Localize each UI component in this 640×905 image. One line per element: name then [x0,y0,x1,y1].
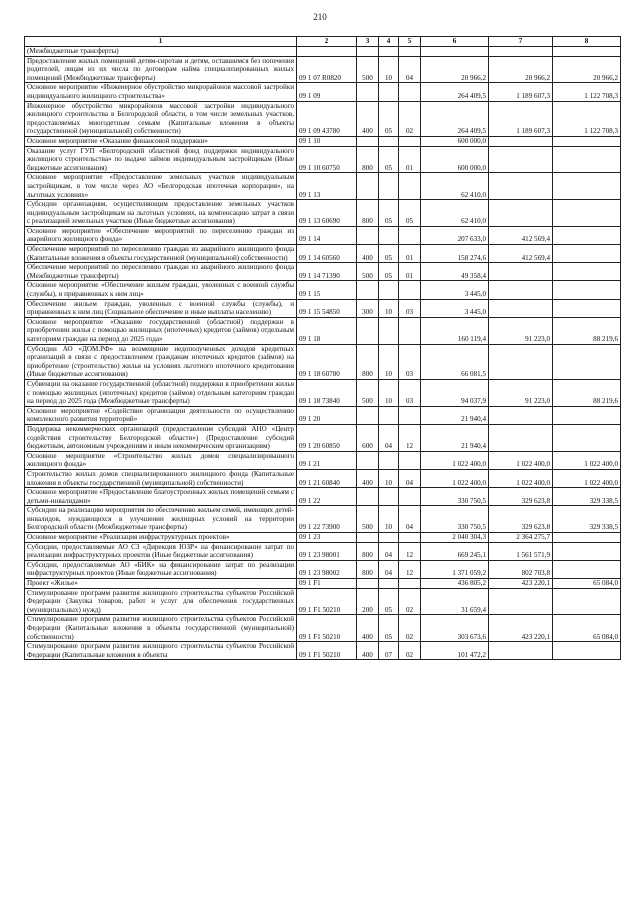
row-type-code [357,533,379,543]
row-name: Строительство жилых домов специализированного жилищного фонда (Капитальные вложения в объекты государственной (муниципальной) собственности) [25,469,297,487]
row-name: Стимулирование программ развития жилищного строительства субъектов Российской Федерации (Капитальные вложения в объекты [25,642,297,660]
row-section-code [379,47,399,57]
row-value-col8: 20 966,2 [553,56,621,83]
row-value-col6: 94 037,9 [421,379,489,406]
row-value-col8: 1 022 400,0 [553,469,621,487]
row-section-code: 04 [379,424,399,451]
column-header: 8 [553,37,621,47]
row-section-code [379,317,399,344]
row-type-code [357,281,379,299]
row-subsection-code: 03 [399,299,421,317]
row-value-col7: 2 364 275,7 [489,533,553,543]
row-subsection-code: 04 [399,506,421,533]
row-type-code: 500 [357,56,379,83]
table-row [25,200,621,227]
row-value-col8 [553,281,621,299]
row-type-code: 200 [357,588,379,615]
row-code: 09 1 10 [297,136,357,146]
row-subsection-code: 01 [399,146,421,173]
row-value-col6: 21 940,4 [421,406,489,424]
row-subsection-code [399,317,421,344]
table-row [25,542,621,560]
row-value-col8: 1 122 708,3 [553,101,621,136]
row-value-col7: 20 966,2 [489,56,553,83]
row-type-code: 800 [357,560,379,578]
row-value-col7 [489,173,553,200]
row-section-code: 05 [379,146,399,173]
row-section-code [379,488,399,506]
row-section-code: 10 [379,469,399,487]
row-type-code: 400 [357,642,379,660]
row-subsection-code: 02 [399,642,421,660]
row-value-col6: 600 000,0 [421,136,489,146]
row-subsection-code: 04 [399,56,421,83]
row-subsection-code: 04 [399,469,421,487]
row-section-code: 05 [379,200,399,227]
row-value-col7 [489,344,553,379]
row-value-col7: 412 569,4 [489,245,553,263]
row-value-col6: 160 119,4 [421,317,489,344]
row-value-col6: 264 409,5 [421,83,489,101]
row-type-code [357,579,379,589]
row-name: Субсидии на реализацию мероприятия по обеспечению жильем семей, имеющих детей-инвалидов, нуждающихся в улучшении жилищных условий на территории Белгородской области (Межбюджетные трансферты) [25,506,297,533]
table-row [25,615,621,642]
table-row [25,406,621,424]
row-type-code [357,488,379,506]
table-row [25,424,621,451]
row-value-col6: 21 940,4 [421,424,489,451]
row-name: Обеспечение мероприятий по переселению граждан из аварийного жилищного фонда (Капитальные вложения в объекты государственной (муниципальной) собственности) [25,245,297,263]
row-value-col7 [489,263,553,281]
row-code: 09 1 14 60560 [297,245,357,263]
table-row [25,642,621,660]
row-value-col6: 2 040 304,3 [421,533,489,543]
row-section-code: 05 [379,615,399,642]
row-value-col8 [553,533,621,543]
row-value-col8: 65 084,0 [553,579,621,589]
row-type-code: 800 [357,542,379,560]
row-value-col6: 101 472,2 [421,642,489,660]
table-row [25,379,621,406]
row-name: Основное мероприятие «Строительство жилых домов специализированного жилищного фонда» [25,451,297,469]
row-code: 09 1 23 98001 [297,542,357,560]
row-value-col8 [553,560,621,578]
row-code: 09 1 15 [297,281,357,299]
row-name: Основное мероприятие «Содействие организации деятельности по осуществлению комплексного развития территорий» [25,406,297,424]
table-row [25,281,621,299]
row-section-code [379,281,399,299]
row-type-code: 600 [357,424,379,451]
table-row [25,299,621,317]
row-value-col7 [489,47,553,57]
row-type-code: 400 [357,245,379,263]
budget-table [24,36,621,660]
row-value-col8: 329 338,5 [553,488,621,506]
table-row [25,560,621,578]
row-type-code: 400 [357,101,379,136]
row-value-col8: 1 122 708,3 [553,83,621,101]
table-row [25,344,621,379]
row-subsection-code [399,136,421,146]
row-value-col7 [489,281,553,299]
row-code: 09 1 14 [297,226,357,244]
row-value-col8 [553,47,621,57]
row-code [297,47,357,57]
row-code: 09 1 23 [297,533,357,543]
row-value-col8 [553,245,621,263]
row-value-col7 [489,299,553,317]
row-value-col6: 66 081,5 [421,344,489,379]
row-value-col8 [553,299,621,317]
row-name: Основное мероприятие «Предоставление земельных участков индивидуальным застройщикам, в том числе через АО «Белгородская ипотечная корпорация», на льготных условиях» [25,173,297,200]
row-name: Субсидии, предоставляемые АО «БИК» на финансирование затрат по реализации инфраструктурных проектов (Иные бюджетные ассигнования) [25,560,297,578]
column-header: 2 [297,37,357,47]
row-code: 09 1 22 73900 [297,506,357,533]
row-name: Основное мероприятие «Предоставление благоустроенных жилых помещений семьям с детьми-инвалидами» [25,488,297,506]
row-value-col6: 264 409,5 [421,101,489,136]
row-value-col6: 330 750,5 [421,488,489,506]
row-value-col6: 158 274,6 [421,245,489,263]
table-row [25,263,621,281]
table-row [25,451,621,469]
row-value-col7: 423 220,1 [489,579,553,589]
row-subsection-code [399,451,421,469]
row-section-code: 10 [379,56,399,83]
row-section-code: 10 [379,344,399,379]
row-subsection-code: 03 [399,379,421,406]
row-value-col7 [489,642,553,660]
row-section-code: 04 [379,560,399,578]
row-value-col8 [553,226,621,244]
row-value-col6: 62 410,0 [421,200,489,227]
row-type-code: 500 [357,506,379,533]
row-type-code: 400 [357,469,379,487]
row-value-col7: 91 223,0 [489,379,553,406]
table-row [25,226,621,244]
row-value-col7: 802 703,8 [489,560,553,578]
row-value-col8 [553,424,621,451]
row-value-col8 [553,173,621,200]
row-name: Субвенции на оказание государственной (областной) поддержки в приобретении жилья с помощью жилищных (ипотечных) кредитов (займов) отдельным категориям граждан на период до 2025 года (Межбюджетные трансферты) [25,379,297,406]
row-name: Основное мероприятие «Инженерное обустройство микрорайонов массовой застройки индивидуального жилищного строительства» [25,83,297,101]
row-section-code: 05 [379,263,399,281]
row-value-col7 [489,406,553,424]
row-subsection-code: 03 [399,344,421,379]
row-code: 09 1 F1 50210 [297,615,357,642]
row-code: 09 1 10 60750 [297,146,357,173]
row-name: Субсидии, предоставляемые АО СЗ «Дирекция ЮЗР» на финансирование затрат по реализации инфраструктурных проектов (Иные бюджетные ассигнования) [25,542,297,560]
row-subsection-code: 01 [399,245,421,263]
row-section-code [379,533,399,543]
row-type-code: 400 [357,615,379,642]
row-subsection-code [399,533,421,543]
row-type-code [357,173,379,200]
row-value-col8 [553,146,621,173]
row-subsection-code [399,488,421,506]
row-name: Инженерное обустройство микрорайонов массовой застройки индивидуального жилищного строительства в Белгородской области, в том числе земельных участков, предоставляемых многодетным семьям (Капитальные вложения в объекты государственной (муниципальной) собственности) [25,101,297,136]
row-value-col8 [553,200,621,227]
row-subsection-code [399,406,421,424]
row-section-code: 04 [379,542,399,560]
row-value-col7: 1 189 607,3 [489,83,553,101]
row-value-col8: 88 219,6 [553,317,621,344]
row-value-col7: 412 569,4 [489,226,553,244]
row-value-col7: 1 022 400,0 [489,469,553,487]
row-value-col8 [553,136,621,146]
row-code: 09 1 07 R0820 [297,56,357,83]
row-value-col8 [553,263,621,281]
table-row [25,101,621,136]
row-subsection-code [399,47,421,57]
row-value-col6: 669 245,1 [421,542,489,560]
row-value-col6 [421,47,489,57]
row-code: 09 1 F1 [297,579,357,589]
row-value-col7: 1 561 571,9 [489,542,553,560]
row-section-code: 05 [379,101,399,136]
row-value-col8 [553,542,621,560]
column-header: 4 [379,37,399,47]
row-code: 09 1 20 60850 [297,424,357,451]
row-value-col7: 423 220,1 [489,615,553,642]
row-type-code [357,317,379,344]
row-section-code [379,136,399,146]
row-section-code: 05 [379,245,399,263]
row-code: 09 1 F1 50210 [297,642,357,660]
row-value-col7: 329 623,8 [489,506,553,533]
row-name: Субсидии АО «ДОМ.РФ» на возмещение недополученных доходов кредитных организаций в связи с предоставлением гражданам ипотечных кредитов (займов) на приобретение (строительство) жилья на условиях льготного ипотечного кредитования (Иные бюджетные ассигнования) [25,344,297,379]
row-value-col7: 329 623,8 [489,488,553,506]
row-value-col6: 3 445,0 [421,281,489,299]
row-name: Обеспечение жильем граждан, уволенных с военной службы (службы), и приравненных к ним лиц (Социальное обеспечение и иные выплаты населению) [25,299,297,317]
row-value-col8: 1 022 400,0 [553,451,621,469]
row-name: Стимулирование программ развития жилищного строительства субъектов Российской Федерации (Закупка товаров, работ и услуг для обеспечения государственных (муниципальных) нужд) [25,588,297,615]
row-code: 09 1 14 71390 [297,263,357,281]
table-row [25,146,621,173]
row-name: Основное мероприятие «Оказание государственной (областной) поддержки в приобретении жилья с помощью жилищных (ипотечных) кредитов (займов) отдельным категориям граждан на период до 2025 года» [25,317,297,344]
row-value-col6: 3 445,0 [421,299,489,317]
row-subsection-code [399,226,421,244]
row-code: 09 1 09 [297,83,357,101]
row-name: Оказание услуг ГУП «Белгородский областной фонд поддержки индивидуального жилищного строительства» по выдаче займов индивидуальным застройщикам (Иные бюджетные ассигнования) [25,146,297,173]
row-section-code [379,451,399,469]
row-value-col6: 1 371 059,2 [421,560,489,578]
row-section-code [379,83,399,101]
row-type-code: 800 [357,200,379,227]
row-code: 09 1 18 60780 [297,344,357,379]
row-value-col6: 303 673,6 [421,615,489,642]
row-section-code: 07 [379,642,399,660]
row-code: 09 1 18 73840 [297,379,357,406]
table-row [25,47,621,57]
table-row [25,579,621,589]
row-code: 09 1 21 [297,451,357,469]
table-row [25,317,621,344]
row-type-code [357,406,379,424]
row-subsection-code: 05 [399,200,421,227]
row-name: Основное мероприятие «Обеспечение жильем граждан, уволенных с военной службы (службы), и приравненных к ним лиц» [25,281,297,299]
row-value-col6: 49 358,4 [421,263,489,281]
table-row [25,136,621,146]
row-section-code: 05 [379,588,399,615]
row-value-col7 [489,588,553,615]
table-row [25,469,621,487]
row-value-col7: 1 022 400,0 [489,451,553,469]
table-row [25,506,621,533]
row-value-col8 [553,588,621,615]
row-type-code: 500 [357,263,379,281]
table-row [25,245,621,263]
row-type-code: 500 [357,379,379,406]
column-header: 3 [357,37,379,47]
row-type-code [357,136,379,146]
row-subsection-code: 12 [399,560,421,578]
table-row [25,173,621,200]
table-header-row [25,37,621,47]
row-subsection-code: 12 [399,424,421,451]
row-subsection-code [399,83,421,101]
row-value-col6: 62 410,0 [421,173,489,200]
table-row [25,533,621,543]
row-value-col7: 1 189 607,3 [489,101,553,136]
row-section-code [379,406,399,424]
row-value-col6: 330 750,5 [421,506,489,533]
row-value-col7 [489,200,553,227]
row-name: (Межбюджетные трансферты) [25,47,297,57]
row-name: Основное мероприятие «Оказание финансовой поддержки» [25,136,297,146]
row-value-col8 [553,344,621,379]
row-subsection-code [399,173,421,200]
row-code: 09 1 09 43780 [297,101,357,136]
row-value-col6: 1 022 400,0 [421,451,489,469]
row-name: Проект «Жилье» [25,579,297,589]
row-type-code [357,226,379,244]
row-name: Стимулирование программ развития жилищного строительства субъектов Российской Федерации (Капитальные вложения в объекты государственной (муниципальной) собственности) [25,615,297,642]
row-value-col6: 207 633,0 [421,226,489,244]
row-section-code [379,579,399,589]
row-value-col7 [489,424,553,451]
row-value-col8: 88 219,6 [553,379,621,406]
row-type-code [357,47,379,57]
column-header: 1 [25,37,297,47]
row-subsection-code [399,579,421,589]
column-header: 5 [399,37,421,47]
row-section-code [379,226,399,244]
row-subsection-code: 02 [399,588,421,615]
row-subsection-code: 02 [399,101,421,136]
row-value-col8 [553,406,621,424]
page-number: 210 [313,12,327,22]
row-value-col6: 436 805,2 [421,579,489,589]
table-row [25,488,621,506]
table-row [25,56,621,83]
row-value-col7 [489,146,553,173]
row-type-code [357,83,379,101]
row-subsection-code: 01 [399,263,421,281]
row-subsection-code: 12 [399,542,421,560]
row-subsection-code [399,281,421,299]
table-row [25,588,621,615]
row-name: Предоставление жилых помещений детям-сиротам и детям, оставшимся без попечения родителей, лицам из их числа по договорам найма специализированных жилых помещений (Межбюджетные трансферты) [25,56,297,83]
row-value-col8 [553,642,621,660]
row-value-col8: 329 338,5 [553,506,621,533]
row-code: 09 1 13 [297,173,357,200]
row-section-code: 10 [379,506,399,533]
row-value-col8: 65 084,0 [553,615,621,642]
row-section-code: 10 [379,379,399,406]
row-value-col7: 91 223,0 [489,317,553,344]
row-name: Обеспечение мероприятий по переселению граждан из аварийного жилищного фонда (Межбюджетные трансферты) [25,263,297,281]
column-header: 6 [421,37,489,47]
row-code: 09 1 13 60690 [297,200,357,227]
row-section-code: 10 [379,299,399,317]
row-code: 09 1 21 60840 [297,469,357,487]
row-code: 09 1 F1 50210 [297,588,357,615]
row-name: Субсидии организациям, осуществляющим предоставление земельных участков индивидуальным застройщикам на льготных условиях, на компенсацию затрат в связи с реализацией земельных участков (Иные бюджетные ассигнования) [25,200,297,227]
row-code: 09 1 23 98002 [297,560,357,578]
row-section-code [379,173,399,200]
column-header: 7 [489,37,553,47]
row-value-col7 [489,136,553,146]
row-name: Поддержка некоммерческих организаций (предоставление субсидий АНО «Центр содействия строительству Белгородской области») (Предоставление субсидий бюджетным, автономным учреждениям и иным некоммерческим организациям) [25,424,297,451]
row-code: 09 1 20 [297,406,357,424]
row-value-col6: 31 659,4 [421,588,489,615]
row-code: 09 1 15 54850 [297,299,357,317]
row-value-col6: 1 022 400,0 [421,469,489,487]
row-value-col6: 600 000,0 [421,146,489,173]
row-name: Основное мероприятие «Реализация инфраструктурных проектов» [25,533,297,543]
row-value-col6: 20 966,2 [421,56,489,83]
row-code: 09 1 22 [297,488,357,506]
row-type-code: 300 [357,299,379,317]
table-row [25,83,621,101]
row-code: 09 1 18 [297,317,357,344]
row-name: Основное мероприятие «Обеспечение мероприятий по переселению граждан из аварийного жилищного фонда» [25,226,297,244]
row-type-code: 800 [357,146,379,173]
row-type-code [357,451,379,469]
row-subsection-code: 02 [399,615,421,642]
row-type-code: 800 [357,344,379,379]
